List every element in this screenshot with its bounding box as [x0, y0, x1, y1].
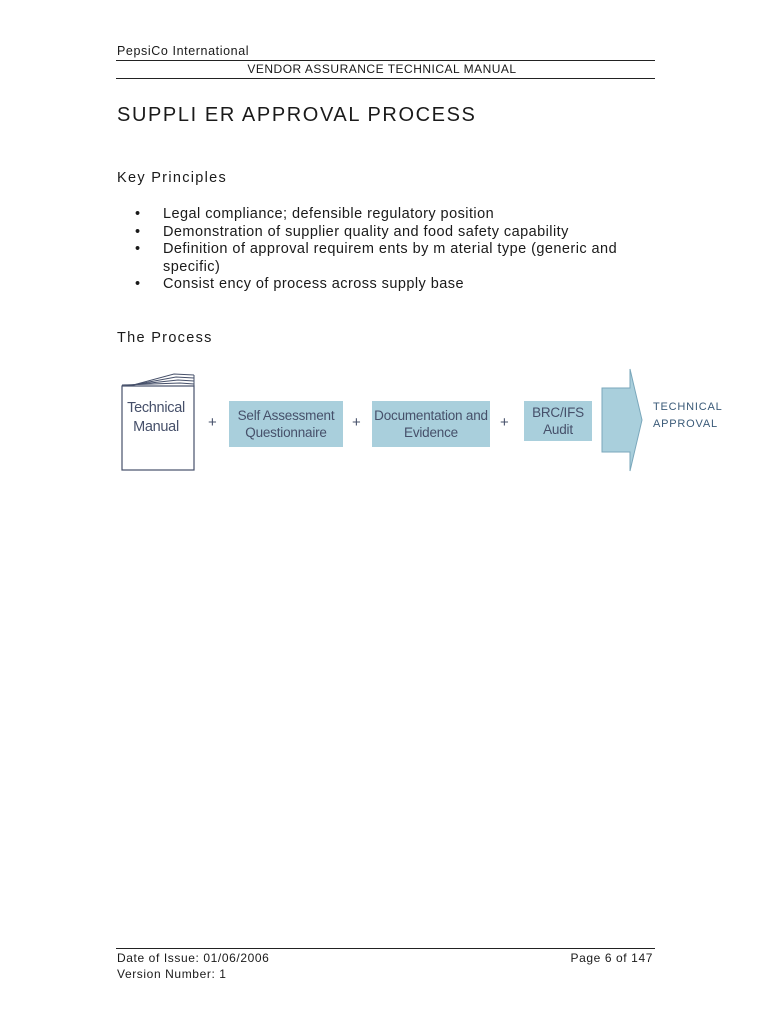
arrow-icon [598, 368, 644, 472]
bullet-icon: • [135, 206, 141, 222]
key-principles-heading: Key Principles [117, 170, 228, 186]
step-documentation: Documentation and Evidence [372, 401, 490, 447]
header-rule-bottom [116, 78, 655, 79]
plus-sign: + [352, 414, 361, 431]
list-item: • Definition of approval requirem ents by m aterial type (generic and specific) [135, 241, 618, 275]
list-item: • Consist ency of process across supply base [135, 276, 464, 292]
page-title: SUPPLI ER APPROVAL PROCESS [117, 104, 477, 126]
header-rule-top [116, 60, 655, 61]
list-item: • Legal compliance; defensible regulatory position [135, 206, 495, 222]
bullet-icon: • [135, 276, 141, 292]
process-heading: The Process [117, 330, 213, 346]
book-label: Technical Manual [127, 400, 185, 435]
date-of-issue: Date of Issue: 01/06/2006 [117, 951, 270, 965]
company-name: PepsiCo International [117, 44, 250, 58]
bullet-icon: • [135, 223, 141, 240]
version-number: Version Number: 1 [117, 967, 227, 981]
technical-approval-label: TECHNICAL APPROVAL [653, 401, 723, 430]
list-item: • Demonstration of supplier quality and food safety capability [135, 223, 569, 240]
page-number: Page 6 of 147 [570, 951, 653, 965]
plus-sign: + [500, 414, 509, 431]
step-audit: BRC/IFS Audit [524, 401, 592, 441]
footer-rule [116, 948, 655, 949]
manual-title: VENDOR ASSURANCE TECHNICAL MANUAL [247, 62, 517, 76]
key-principles-list [135, 206, 675, 294]
step-self-assessment: Self Assessment Questionnaire [229, 401, 343, 447]
plus-sign: + [208, 414, 217, 431]
bullet-icon: • [135, 241, 141, 257]
